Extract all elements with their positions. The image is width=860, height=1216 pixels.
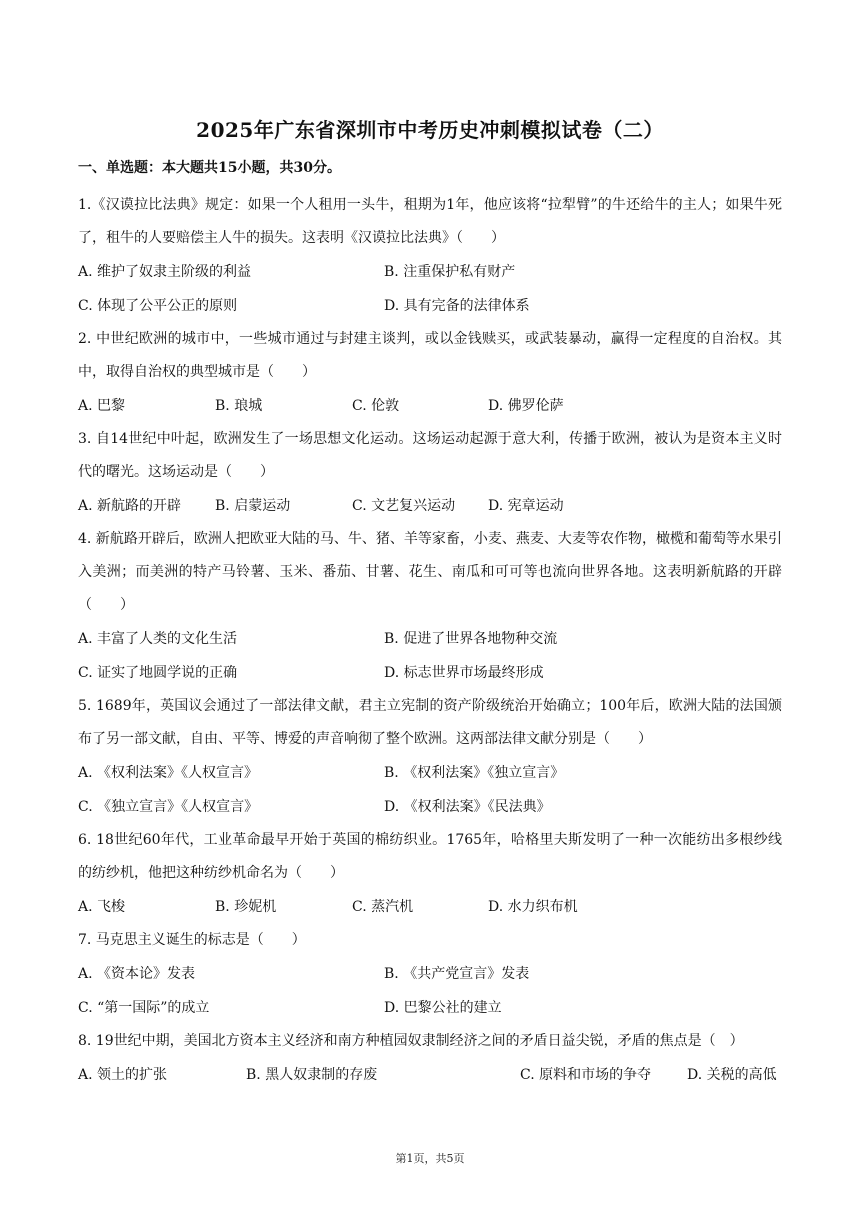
option-c: C. 原料和市场的争夺 — [520, 1067, 652, 1083]
option-d: D. 宪章运动 — [488, 498, 564, 514]
option-d: D. 巴黎公社的建立 — [384, 1000, 502, 1016]
question-3 — [78, 423, 782, 523]
question-stem: 4. 新航路开辟后，欧洲人把欧亚大陆的马、牛、猪、羊等家畜，小麦、燕麦、大麦等农作物，橄榄和葡萄等水果引入美洲；而美洲的特产马铃薯、玉米、番茄、甘薯、花生、南瓜和可可等也流向世界各地。这表明新航路的开辟（ ） — [78, 531, 782, 613]
option-b: B. 启蒙运动 — [215, 498, 291, 514]
page-title: 2025年广东省深圳市中考历史冲刺模拟试卷（二） — [196, 118, 664, 142]
option-a: A. 维护了奴隶主阶级的利益 — [78, 264, 252, 280]
option-c: C. “第一国际”的成立 — [78, 1000, 210, 1016]
option-a: A. 丰富了人类的文化生活 — [78, 631, 238, 647]
option-b: B. 黑人奴隶制的存废 — [246, 1067, 378, 1083]
option-c: C. 《独立宣言》《人权宣言》 — [78, 799, 259, 815]
option-a: A. 《权利法案》《人权宣言》 — [78, 765, 259, 781]
option-c: C. 体现了公平公正的原则 — [78, 298, 238, 314]
option-d: D. 佛罗伦萨 — [488, 398, 564, 414]
question-7 — [78, 924, 782, 1025]
question-stem: 6. 18世纪60年代，工业革命最早开始于英国的棉纺织业。1765年，哈格里夫斯发明了一种一次能纺出多根纱线的纺纱机，他把这种纺纱机命名为（ ） — [78, 832, 782, 881]
question-4 — [78, 523, 782, 690]
options — [78, 1058, 782, 1092]
options — [78, 389, 782, 423]
question-stem: 5. 1689年，英国议会通过了一部法律文献，君主立宪制的资产阶级统治开始确立；100年后，欧洲大陆的法国颁布了另一部文献，自由、平等、博爱的声音响彻了整个欧洲。这两部法律文献分别是（ ） — [78, 698, 782, 747]
option-b: B. 琅城 — [215, 398, 263, 414]
option-b: B. 注重保护私有财产 — [384, 264, 516, 280]
option-c: C. 证实了地圆学说的正确 — [78, 665, 238, 681]
question-1 — [78, 189, 782, 323]
options — [78, 957, 782, 1025]
options — [78, 890, 782, 924]
question-5 — [78, 690, 782, 824]
option-a: A. 《资本论》发表 — [78, 966, 196, 982]
option-d: D. 具有完备的法律体系 — [384, 298, 530, 314]
option-b: B. 促进了世界各地物种交流 — [384, 631, 558, 647]
question-stem: 7. 马克思主义诞生的标志是（ ） — [78, 932, 306, 948]
option-b: B. 《共产党宣言》发表 — [384, 966, 530, 982]
question-2 — [78, 323, 782, 423]
page-footer: 第1页，共5页 — [395, 1152, 465, 1165]
options — [78, 255, 782, 323]
question-stem: 8. 19世纪中期，美国北方资本主义经济和南方种植园奴隶制经济之间的矛盾日益尖锐，矛盾的焦点是（ ） — [78, 1033, 744, 1049]
option-a: A. 巴黎 — [78, 398, 126, 414]
question-stem: 2. 中世纪欧洲的城市中，一些城市通过与封建主谈判，或以金钱赎买，或武装暴动，赢得一定程度的自治权。其中，取得自治权的典型城市是（ ） — [78, 331, 782, 380]
section-heading: 一、单选题：本大题共15小题，共30分。 — [78, 160, 341, 176]
option-d: D. 水力织布机 — [488, 899, 578, 915]
option-d: D. 《权利法案》《民法典》 — [384, 799, 551, 815]
options — [78, 489, 782, 523]
question-stem: 3. 自14世纪中叶起，欧洲发生了一场思想文化运动。这场运动起源于意大利，传播于欧洲，被认为是资本主义时代的曙光。这场运动是（ ） — [78, 431, 782, 480]
option-d: D. 标志世界市场最终形成 — [384, 665, 544, 681]
option-a: A. 新航路的开辟 — [78, 498, 182, 514]
options — [78, 756, 782, 824]
option-d: D. 关税的高低 — [687, 1067, 777, 1083]
option-b: B. 《权利法案》《独立宣言》 — [384, 765, 565, 781]
question-8 — [78, 1025, 782, 1092]
option-a: A. 飞梭 — [78, 899, 126, 915]
option-c: C. 蒸汽机 — [352, 899, 414, 915]
option-c: C. 文艺复兴运动 — [352, 498, 456, 514]
option-c: C. 伦敦 — [352, 398, 400, 414]
option-b: B. 珍妮机 — [215, 899, 277, 915]
option-a: A. 领土的扩张 — [78, 1067, 168, 1083]
question-stem: 1.《汉谟拉比法典》规定：如果一个人租用一头牛，租期为1年，他应该将“拉犁臂”的牛还给牛的主人；如果牛死了，租牛的人要赔偿主人牛的损失。这表明《汉谟拉比法典》（ ） — [78, 197, 782, 246]
question-6 — [78, 824, 782, 924]
options — [78, 622, 782, 690]
